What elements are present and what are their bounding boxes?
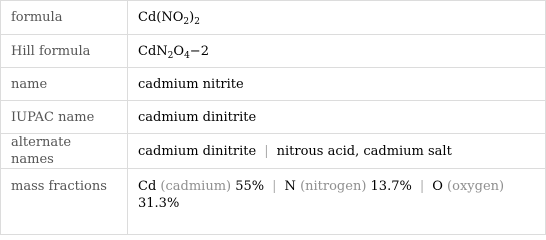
- mass-fractions-label: mass fractions: [1, 169, 128, 235]
- fraction-symbol: O: [432, 179, 443, 194]
- hill-formula-label: Hill formula: [1, 35, 128, 68]
- alternate-name: nitrous acid, cadmium salt: [276, 143, 452, 159]
- formula-value: [128, 1, 546, 35]
- fraction-value: 13.7%: [370, 179, 412, 194]
- name-label: name: [1, 68, 128, 101]
- hill-formula-value: [128, 35, 546, 68]
- row-iupac-name: [1, 101, 546, 134]
- row-mass-fractions: [1, 169, 546, 235]
- row-hill-formula: [1, 35, 546, 68]
- fraction-value: 55%: [235, 179, 265, 194]
- formula-subscript: 2: [194, 17, 200, 27]
- fraction-element-name: (oxygen): [447, 179, 505, 194]
- alternate-names-label: alternate names: [1, 134, 128, 169]
- hill-part: O: [173, 43, 185, 59]
- mass-fractions-value: [128, 169, 546, 235]
- fraction-element-name: (nitrogen): [300, 179, 367, 194]
- name-value: cadmium nitrite: [128, 68, 546, 101]
- row-name: [1, 68, 546, 101]
- fraction-symbol: N: [284, 179, 296, 194]
- fraction-value: 31.3%: [138, 196, 180, 211]
- hill-part: CdN: [138, 43, 168, 59]
- separator: |: [264, 143, 269, 159]
- separator: |: [272, 179, 277, 194]
- hill-subscript: 2: [167, 50, 174, 61]
- row-alternate-names: [1, 134, 546, 169]
- alternate-names-value: [128, 134, 546, 169]
- formula-subscript: 2: [183, 17, 190, 27]
- hill-subscript: 4: [184, 50, 190, 61]
- alternate-name: cadmium dinitrite: [138, 143, 257, 159]
- fraction-element-name: (cadmium): [160, 179, 232, 194]
- hill-charge: −2: [189, 43, 209, 59]
- fraction-symbol: Cd: [138, 179, 157, 194]
- iupac-name-label: IUPAC name: [1, 101, 128, 134]
- formula-part: Cd(NO: [138, 10, 184, 25]
- separator: |: [419, 179, 425, 194]
- row-formula: [1, 1, 546, 35]
- formula-label: formula: [1, 1, 128, 35]
- formula-part: ): [189, 10, 195, 25]
- iupac-name-value: cadmium dinitrite: [128, 101, 546, 134]
